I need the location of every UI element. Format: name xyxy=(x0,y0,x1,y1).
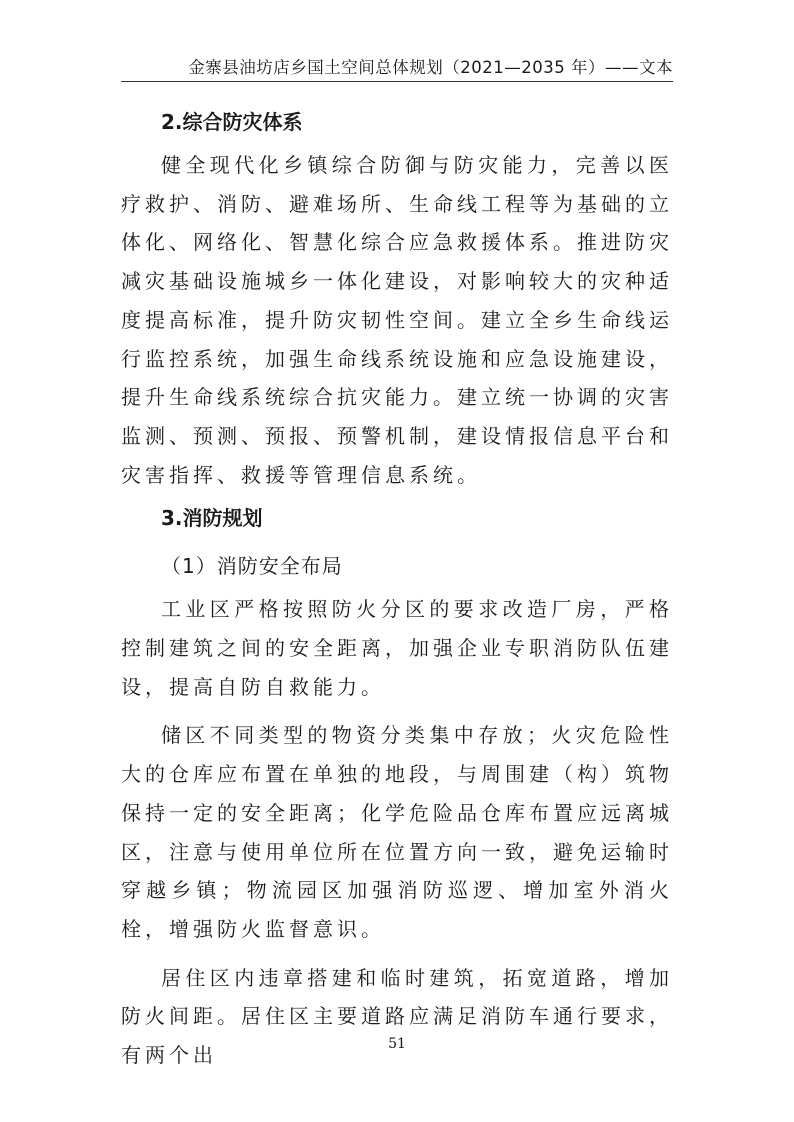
section-heading: 2.综合防灾体系 xyxy=(161,110,303,134)
document-body xyxy=(121,98,673,1075)
section-heading: 3.消防规划 xyxy=(161,506,263,531)
body-paragraph: 储区不同类型的物资分类集中存放；火灾危险性大的仓库应布置在单独的地段，与周围建（构）筑物保持一定的安全距离；化学危险品仓库布置应远离城区，注意与使用单位所在位置方向一致，避免运输时穿越乡镇；物流园区加强消防巡逻、增加室外消火栓，增强防火监督意识。 xyxy=(121,723,673,941)
body-paragraph: 健全现代化乡镇综合防御与防灾能力，完善以医疗救护、消防、避难场所、生命线工程等为基础的立体化、网络化、智慧化综合应急救援体系。推进防灾减灾基础设施城乡一体化建设，对影响较大的灾种适度提高标准，提升防灾韧性空间。建立全乡生命线运行监控系统，加强生命线系统设施和应急设施建设，提升生命线系统综合抗灾能力。建立统一协调的灾害监测、预测、预报、预警机制，建设情报信息平台和灾害指挥、救援等管理信息系统。 xyxy=(121,153,673,487)
body-paragraph: 工业区严格按照防火分区的要求改造厂房，严格控制建筑之间的安全距离，加强企业专职消防队伍建设，提高自防自救能力。 xyxy=(121,597,673,699)
header-divider xyxy=(121,81,673,82)
section-fire-planning xyxy=(121,494,673,1074)
header-title: 金寨县油坊店乡国土空间总体规划（2021—2035 年）——文本 xyxy=(188,58,673,77)
page-number: 51 xyxy=(388,1036,406,1052)
body-paragraph: 居住区内违章搭建和临时建筑，拓宽道路，增加防火间距。居住区主要道路应满足消防车通行要求，有两个出 xyxy=(121,965,673,1068)
section-disaster-prevention xyxy=(121,98,673,494)
subsection-heading: （1）消防安全布局 xyxy=(161,554,343,579)
